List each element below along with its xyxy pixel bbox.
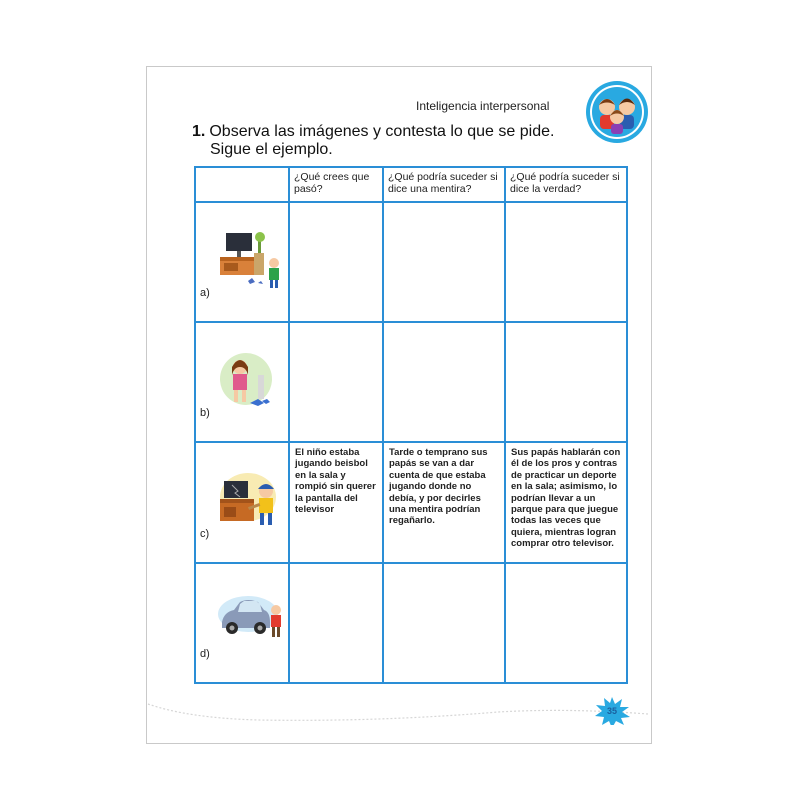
answer-cell[interactable] <box>383 322 505 442</box>
answer-cell[interactable] <box>505 563 627 683</box>
table-row <box>195 563 627 683</box>
footer-wave-decoration <box>146 690 652 730</box>
instruction <box>192 123 554 159</box>
answer-cell[interactable]: Tarde o temprano sus papás se van a dar cuenta de que estaba jugando donde no debía, y por decirles una mentira podrían regañarlo. <box>383 442 505 563</box>
boy-broken-tv-icon <box>218 469 282 533</box>
table-header-row <box>195 167 627 202</box>
children-group-icon <box>585 80 649 144</box>
exercise-number: 1. <box>192 123 206 140</box>
page-number: 35 <box>606 706 617 716</box>
column-header: ¿Qué podría suceder si dice la verdad? <box>505 167 627 202</box>
illustration-cell <box>195 442 289 563</box>
column-header: ¿Qué podría suceder si dice una mentira? <box>383 167 505 202</box>
answer-cell[interactable]: El niño estaba jugando beisbol en la sala y rompió sin querer la pantalla del televisor <box>289 442 383 563</box>
illustration-cell <box>195 563 289 683</box>
row-label: a) <box>200 287 210 299</box>
girl-broken-vase-icon <box>218 349 282 413</box>
row-label: d) <box>200 648 210 660</box>
answer-cell[interactable] <box>505 202 627 322</box>
answer-cell[interactable] <box>505 322 627 442</box>
illustration-cell <box>195 322 289 442</box>
exercise-table <box>194 166 628 684</box>
broken-vase-tv-icon <box>218 229 282 293</box>
illustration-cell <box>195 202 289 322</box>
answer-cell[interactable] <box>289 322 383 442</box>
table-row <box>195 322 627 442</box>
table-row <box>195 202 627 322</box>
answer-cell[interactable] <box>289 202 383 322</box>
row-label: b) <box>200 407 210 419</box>
instruction-line-2: Sigue el ejemplo. <box>210 141 333 158</box>
answer-cell[interactable] <box>383 563 505 683</box>
row-label: c) <box>200 528 210 540</box>
section-title: Inteligencia interpersonal <box>416 99 550 113</box>
boy-scratched-car-icon <box>218 590 286 646</box>
answer-cell[interactable]: Sus papás hablarán con él de los pros y contras de practicar un deporte en la sala; asimismo, lo podrían llevar a un parque para que juegue todas las veces que quiera, mientras logran comprar otro televisor. <box>505 442 627 563</box>
instruction-line-1: Observa las imágenes y contesta lo que se pide. <box>209 123 555 140</box>
answer-cell[interactable] <box>289 563 383 683</box>
table-row <box>195 442 627 563</box>
answer-cell[interactable] <box>383 202 505 322</box>
column-header: ¿Qué crees que pasó? <box>289 167 383 202</box>
table-corner-cell <box>195 167 289 202</box>
